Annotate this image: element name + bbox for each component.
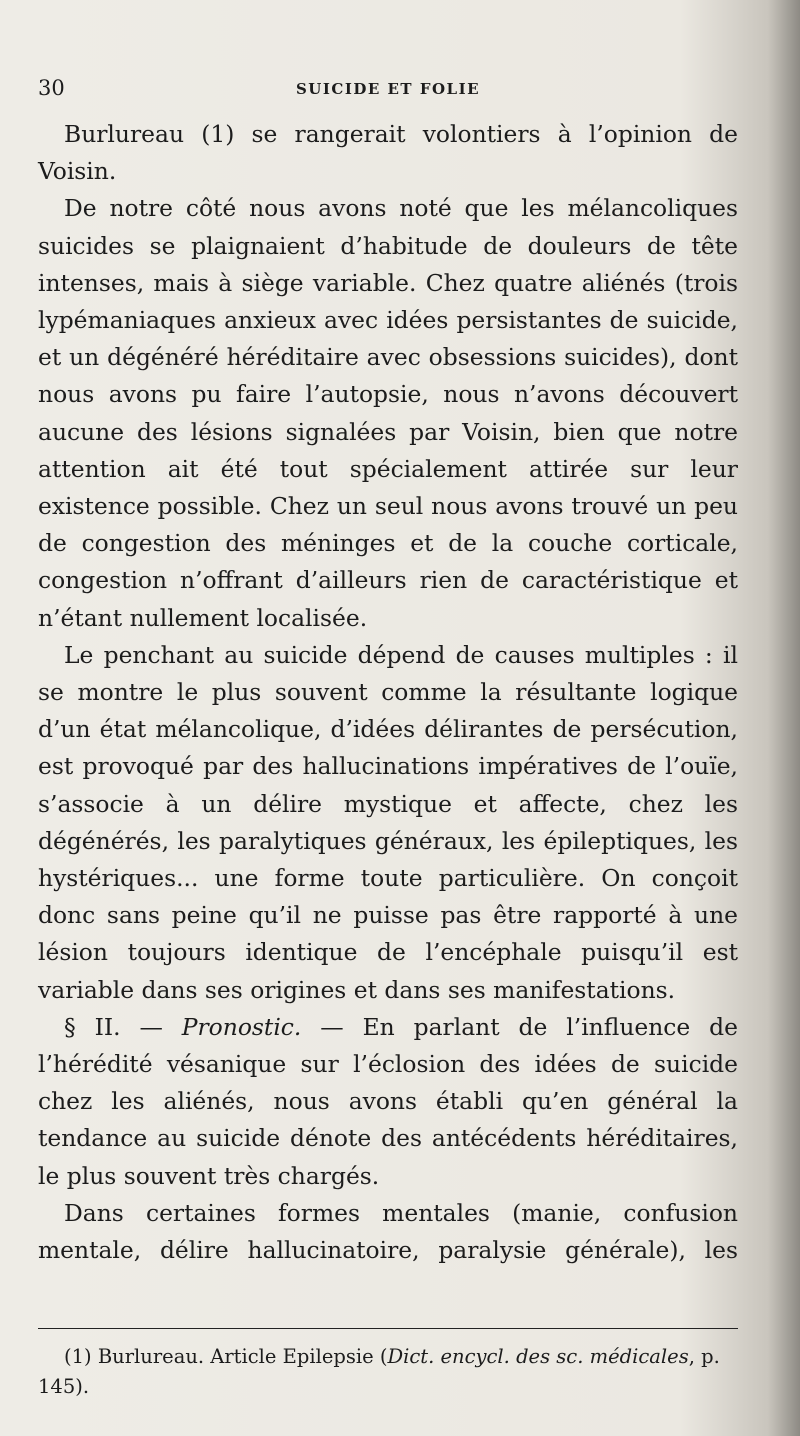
footnote-source: Dict. encycl. des sc. médicales	[387, 1345, 689, 1368]
section-mark: § II. —	[64, 1012, 182, 1041]
section-title: Pronostic.	[181, 1012, 302, 1041]
section-paragraph	[38, 1009, 738, 1195]
paragraph: Burlureau (1) se rangerait volontiers à l’opinion de Voisin.	[38, 120, 738, 186]
footnote-suffix: , p. 145).	[38, 1345, 720, 1398]
footnote-text	[38, 1342, 738, 1402]
footnote	[38, 1342, 738, 1402]
footnote-prefix: (1) Burlureau. Article Epilepsie (	[64, 1345, 388, 1368]
paragraph: De notre côté nous avons noté que les mélancoliques suicides se plaignaient d’habitude de douleurs de tête intenses, mais à siège variable. Chez quatre aliénés (trois lypémaniaques anxieux avec idées persistantes de suicide, et un dégénéré héréditaire avec obsessions suicides), dont nous avons pu faire l’autopsie, nous n’avons découvert aucune des lésions signalées par Voisin, bien que notre attention ait été tout spécialement attirée sur leur existence possible. Chez un seul nous avons trouvé un peu de congestion des méninges et de la couche corticale, congestion n’offrant d’ailleurs rien de caractéristique et n’étant nullement localisée.	[38, 194, 738, 632]
page-header	[38, 76, 738, 106]
footnote-rule	[38, 1328, 738, 1329]
section-text: — En parlant de l’influence de l’hérédité vésanique sur l’éclosion des idées de suicide chez les aliénés, nous avons établi qu’en général la tendance au suicide dénote des antécédents héréditaires, le plus souvent très chargés.	[38, 1012, 738, 1190]
main-text	[38, 116, 738, 1269]
paragraph: Dans certaines formes mentales (manie, confusion mentale, délire hallucinatoire, paralysie générale), les	[38, 1198, 738, 1265]
paragraph: Le penchant au suicide dépend de causes multiples : il se montre le plus souvent comme la résultante logique d’un état mélancolique, d’idées délirantes de persécution, est provoqué par des hallucinations impératives de l’ouïe, s’associe à un délire mystique et affecte, chez les dégénérés, les paralytiques généraux, les épileptiques, les hystériques... une forme toute particulière. On conçoit donc sans peine qu’il ne puisse pas être rapporté à une lésion toujours identique de l’encéphale puisqu’il est variable dans ses origines et dans ses manifestations.	[38, 640, 738, 1004]
page-number: 30	[38, 76, 65, 100]
running-title: SUICIDE ET FOLIE	[295, 80, 481, 98]
